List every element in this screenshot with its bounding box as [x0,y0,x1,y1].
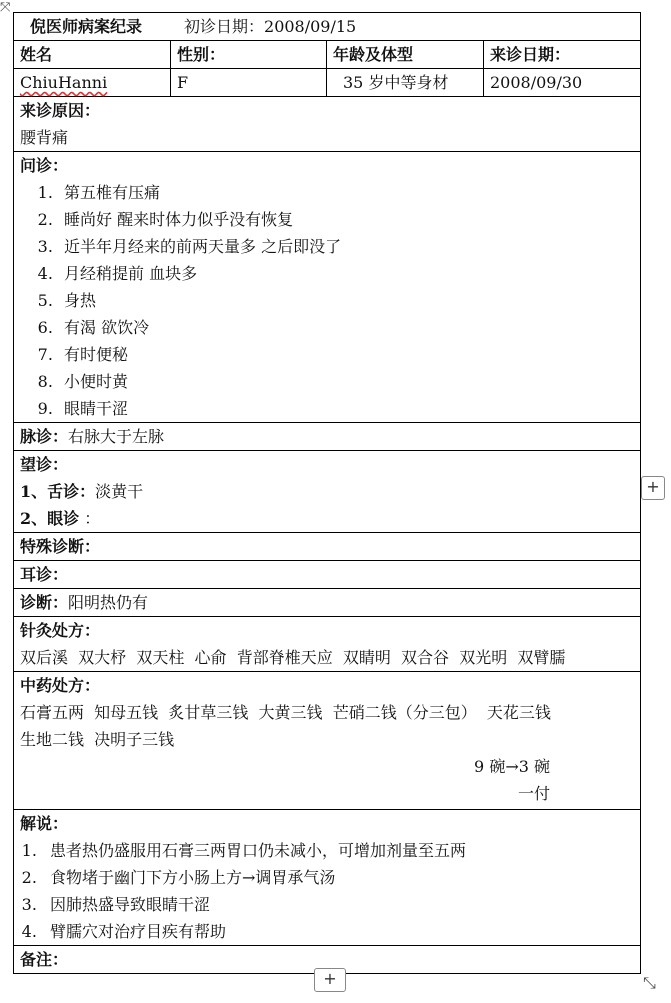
header-row [14,13,641,41]
list-item: 2. 食物堵于幽门下方小肠上方→调胃承气汤 [42,864,634,891]
herbal-line2: 生地二钱 决明子三钱 [20,730,175,749]
list-item: 1. 患者热仍盛服用石膏三两胃口仍未减小，可增加剂量至五两 [42,837,634,864]
explain-list [20,837,634,945]
herbal-label: 中药处方： [20,676,101,695]
list-item: 3. 近半年月经来的前两天量多 之后即没了 [58,233,634,260]
list-item: 4. 臂臑穴对治疗目疾有帮助 [42,918,634,945]
visit-date-label: 来诊日期： [484,41,641,69]
special-label: 特殊诊断： [14,533,641,561]
reason-cell [14,97,641,152]
first-visit-date: 初诊日期：2008/09/15 [184,17,357,36]
visit-date: 2008/09/30 [484,69,641,97]
pulse-label: 脉诊： [20,427,69,446]
inquiry-label: 问诊： [20,156,69,175]
list-item: 5. 身热 [58,287,634,314]
add-column-button[interactable]: + [641,476,665,500]
reason-label: 来诊原因： [20,101,101,120]
diagnosis-cell [14,589,641,617]
tongue-label: 1、舌诊： [20,482,96,501]
diagnosis-text: 阳明热仍有 [68,593,149,612]
notes-label: 备注： [14,946,641,974]
list-item: 2. 睡尚好 醒来时体力似乎没有恢复 [58,206,634,233]
acupuncture-text: 双后溪 双大杼 双天柱 心俞 背部脊椎天应 双睛明 双合谷 双光明 双臂臑 [20,648,566,667]
reason-text: 腰背痛 [20,128,69,147]
patient-gender: F [171,69,327,97]
herbal-dose: 9 碗→3 碗 [474,757,550,776]
list-item: 3. 因肺热盛导致眼睛干涩 [42,891,634,918]
acupuncture-label: 针灸处方： [20,621,101,640]
herbal-cell [14,672,641,810]
list-item: 6. 有渴 欲饮冷 [58,314,634,341]
pulse-cell [14,423,641,451]
add-row-button[interactable]: + [314,968,346,992]
explain-cell [14,810,641,946]
patient-age: 35 岁中等身材 [327,69,484,97]
tongue-text: 淡黄干 [95,482,144,501]
inquiry-list [20,179,634,422]
eye-text: ： [84,509,101,528]
observe-cell [14,451,641,533]
list-item: 9. 眼睛干涩 [58,395,634,422]
ear-label: 耳诊： [14,561,641,589]
diagnosis-label: 诊断： [20,593,69,612]
gender-label: 性别： [171,41,327,69]
record-title: 倪医师病案纪录 [30,17,143,36]
eye-label: 2、眼诊 [20,509,80,528]
list-item: 4. 月经稍提前 血块多 [58,260,634,287]
move-icon[interactable]: ⤧ [0,0,11,15]
observe-label: 望诊： [20,455,69,474]
patient-name: ChiuHanni [20,73,108,92]
inquiry-cell [14,152,641,423]
acupuncture-cell [14,617,641,672]
pulse-text: 右脉大于左脉 [68,427,165,446]
name-label: 姓名 [14,41,171,69]
list-item: 8. 小便时黄 [58,368,634,395]
list-item: 1. 第五椎有压痛 [58,179,634,206]
herbal-line1: 石膏五两 知母五钱 炙甘草三钱 大黄三钱 芒硝二钱（分三包） 天花三钱 [20,703,551,722]
resize-icon[interactable]: ⤡ [643,973,656,992]
explain-label: 解说： [20,814,69,833]
medical-record-table [13,12,641,974]
list-item: 7. 有时便秘 [58,341,634,368]
herbal-dose-count: 一付 [517,784,550,803]
age-label: 年龄及体型 [327,41,484,69]
